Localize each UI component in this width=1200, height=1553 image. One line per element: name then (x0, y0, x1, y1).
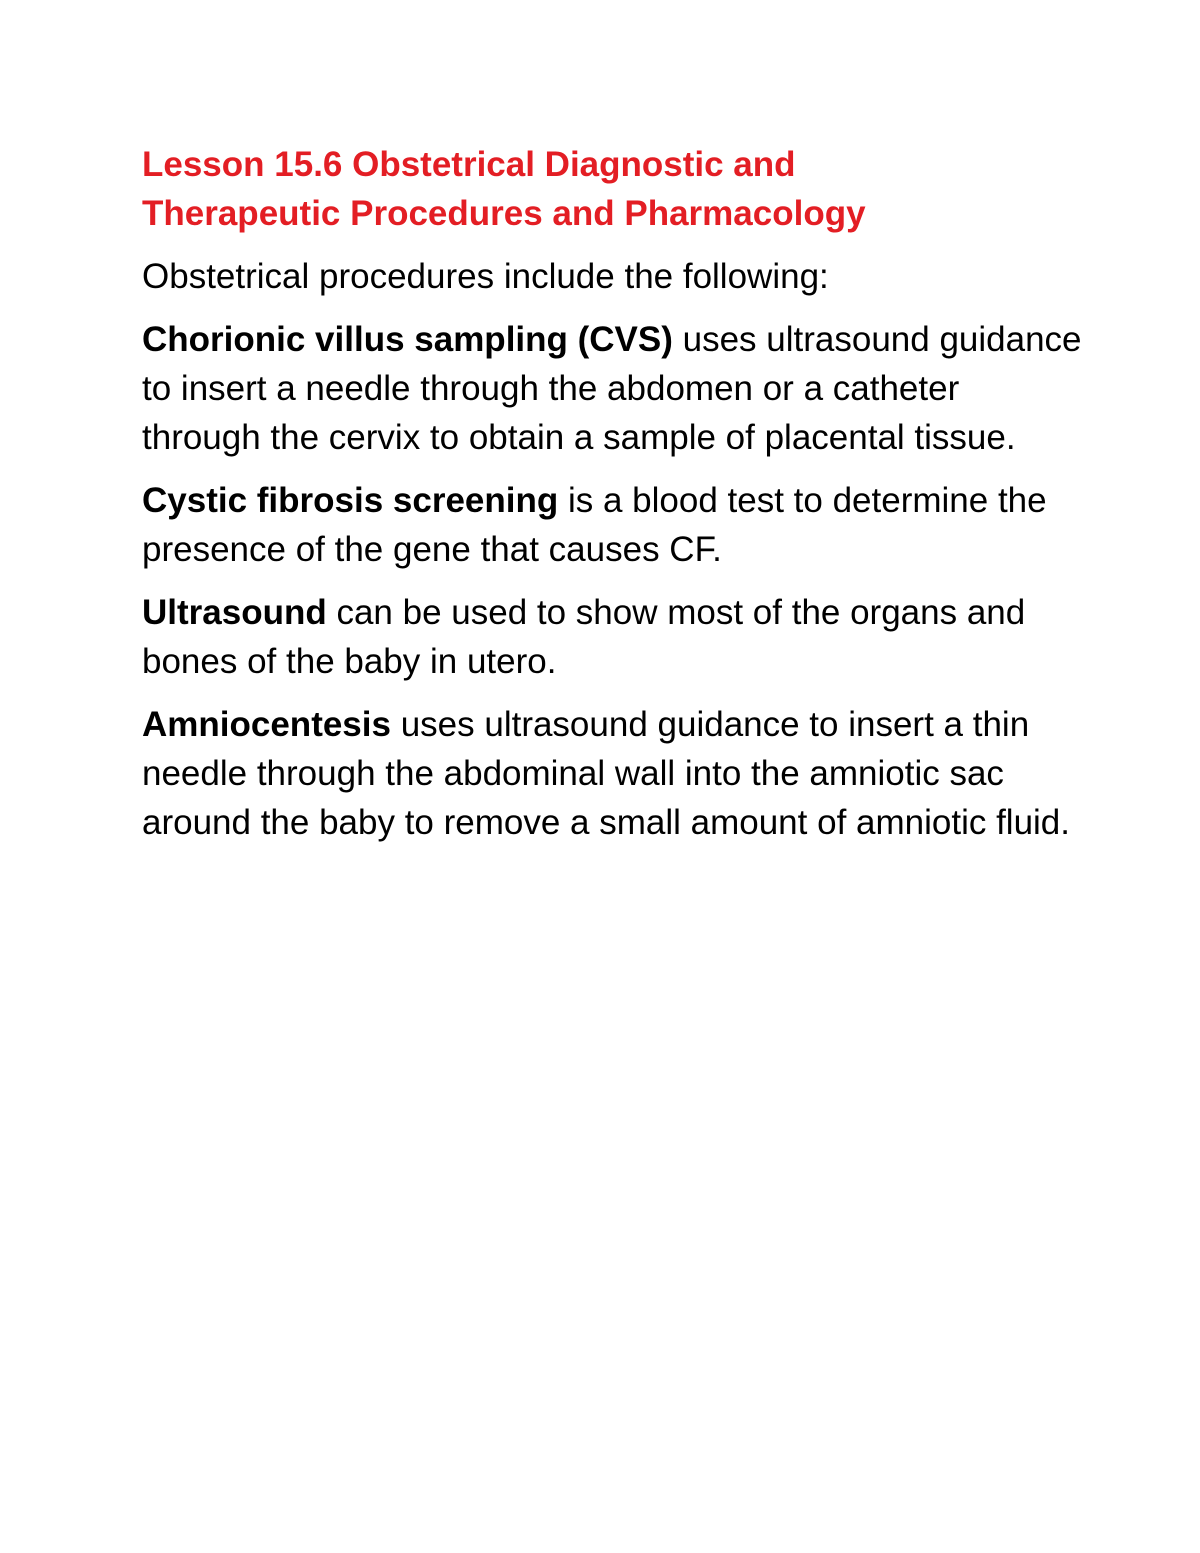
procedure-description: uses ultrasound guidance to insert a thin needle through the abdominal wall into the amniotic sac around the baby to remove a small amount of amniotic fluid. (142, 705, 1070, 842)
intro-text: Obstetrical procedures include the following: (142, 257, 829, 296)
procedure-term: Chorionic villus sampling (CVS) (142, 320, 673, 359)
procedure-cvs (142, 315, 1082, 462)
lesson-title-line-1: Lesson 15.6 Obstetrical Diagnostic and (142, 145, 796, 184)
procedure-description: can be used to show most of the organs and bones of the baby in utero. (142, 593, 1026, 681)
procedure-description: uses ultrasound guidance to insert a needle through the abdomen or a catheter through the cervix to obtain a sample of placental tissue. (142, 320, 1082, 457)
procedure-amniocentesis (142, 700, 1082, 847)
lesson-title-line-2: Therapeutic Procedures and Pharmacology (142, 194, 866, 233)
document-page (142, 140, 1082, 847)
procedure-ultrasound (142, 588, 1082, 686)
procedure-term: Ultrasound (142, 593, 327, 632)
procedure-description: is a blood test to determine the presence of the gene that causes CF. (142, 481, 1047, 569)
lesson-title (142, 140, 1082, 238)
procedure-cf-screening (142, 476, 1082, 574)
procedure-term: Cystic fibrosis screening (142, 481, 559, 520)
procedure-term: Amniocentesis (142, 705, 391, 744)
